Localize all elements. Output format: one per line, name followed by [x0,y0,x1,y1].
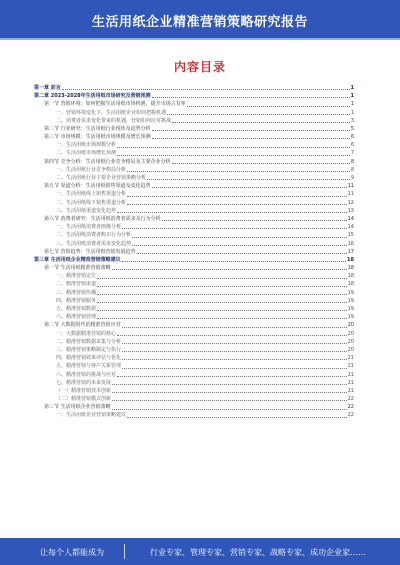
toc-leader-dots [137,253,347,254]
toc-leader-dots [132,237,347,238]
toc-leader-dots [122,359,347,360]
toc-leader-dots [97,278,347,279]
toc-entry-label: 六、精准营销的挑战与应对 [56,371,117,378]
toc-leader-dots [122,343,347,344]
toc-entry-label: 第二节 行业研究：生活用纸行业现状及趋势分析 [44,125,151,132]
toc-entry-label: 第四节 竞争分析：生活用纸行业竞争格局及主要企业分析 [44,158,171,165]
toc-entry-page: 20 [347,322,354,329]
toc-leader-dots [97,302,347,303]
toc-entry[interactable] [34,248,354,256]
toc-entry[interactable] [34,231,354,239]
toc-leader-dots [152,187,347,188]
toc-entry-page: 21 [347,355,354,362]
toc-entry-label: 第一节 生活用纸精准营销策略 [44,265,111,272]
toc-entry-label: 二、精准营销渠道 [56,281,97,288]
toc-entry-label: 二、生活用纸行业主要企业营销策略分析 [56,175,147,182]
toc-entry-label: 第一节 营销环境：如何把握生活用纸市场机遇，提升市场占有率 [44,101,186,108]
toc-entry[interactable] [34,330,354,338]
toc-entry-label: 三、精准营销策略制定与执行 [56,346,122,353]
toc-leader-dots [117,147,350,148]
toc-leader-dots [122,351,347,352]
toc-entry-page: 21 [347,363,354,370]
toc-leader-dots [162,220,347,221]
toc-leader-dots [97,310,347,311]
toc-entry[interactable] [34,297,354,305]
toc-entry-page: 19 [347,289,354,296]
toc-entry-page: 20 [347,346,354,353]
toc-entry-page: 16 [347,240,354,247]
toc-leader-dots [112,400,347,401]
toc-entry-page: 7 [350,150,354,157]
toc-entry[interactable] [34,223,354,231]
toc-leader-dots [97,318,347,319]
toc-entry[interactable] [34,215,354,223]
table-of-contents [34,84,354,420]
toc-leader-dots [127,171,350,172]
toc-entry-page: 19 [347,306,354,313]
toc-leader-dots [117,335,347,336]
toc-entry[interactable] [34,305,354,313]
toc-entry-label: 第三章 生活用纸企业精准营销策略建议 [34,256,121,263]
toc-leader-dots [127,204,347,205]
toc-entry-page: 21 [347,379,354,386]
toc-entry-page: 12 [347,199,354,206]
toc-entry[interactable] [34,272,354,280]
toc-entry-label: 第二章 2023-2028年生活用纸市场研究及营销预测 [34,93,151,100]
toc-entry-label: 二、精准营销数据采集与分析 [56,338,122,345]
toc-entry[interactable] [34,354,354,362]
toc-entry-label: 三、生活用纸消费者需求变化趋势 [56,240,132,247]
toc-entry-page: 21 [347,371,354,378]
toc-entry-label: 一、生活用纸市场规模分析 [56,142,117,149]
toc-entry-label: 第一章 前言 [34,84,61,91]
toc-entry[interactable] [34,264,354,272]
toc-leader-dots [152,130,350,131]
toc-entry[interactable] [34,133,354,141]
toc-entry-page: 8 [350,166,354,173]
toc-entry-page: 1 [350,93,354,100]
toc-entry[interactable] [34,395,354,403]
toc-entry-label: 二、生活用纸市场增长预测 [56,150,117,157]
toc-entry-label: 二、消费者需求变化带来的机遇，营销如何应对挑战 [56,117,172,124]
toc-entry-label: 第三节 市场规模：生活用纸市场规模及增长预测 [44,134,151,141]
toc-entry-page: 21 [347,387,354,394]
toc-entry[interactable] [34,321,354,329]
toc-entry-page: 20 [347,338,354,345]
toc-entry[interactable] [34,346,354,354]
toc-entry-page: 18 [347,273,354,280]
toc-leader-dots [187,106,350,107]
toc-entry[interactable] [34,158,354,166]
toc-entry-label: 七、精准营销的未来发展 [56,379,112,386]
toc-entry-label: 六、精准营销管理 [56,314,97,321]
toc-entry[interactable] [34,207,354,215]
toc-heading: 内容目录 [173,60,226,74]
toc-entry[interactable] [34,100,354,108]
toc-entry[interactable] [34,150,354,158]
toc-entry-page: 18 [347,256,354,263]
report-footer-banner [0,538,400,565]
toc-entry-page: 17 [347,248,354,255]
toc-entry-label: 第七节 营销趋势：生活用纸营销发展趋势 [44,248,136,255]
report-header-banner [0,0,400,38]
toc-leader-dots [62,89,350,90]
toc-entry-label: 五、精准营销与客户关系管理 [56,363,122,370]
toc-entry-label: （一）精准营销技术创新 [56,387,112,394]
toc-entry[interactable] [34,92,354,100]
toc-leader-dots [112,384,347,385]
toc-entry-page: 22 [347,396,354,403]
toc-entry-label: 四、精准营销效果评估与优化 [56,355,122,362]
footer-divider [124,544,125,559]
toc-leader-dots [122,228,347,229]
toc-entry-page: 19 [347,297,354,304]
toc-leader-dots [127,417,347,418]
toc-entry-label: 五、精准营销数据 [56,306,97,313]
toc-entry-label: 三、生活用纸渠道变化趋势 [56,207,117,214]
toc-entry-page: 13 [347,207,354,214]
toc-entry[interactable] [34,199,354,207]
toc-leader-dots [122,368,347,369]
toc-entry-label: 一、大数据精准营销的核心 [56,330,117,337]
toc-entry-label: 二、生活用纸消费者购买行为分析 [56,232,132,239]
toc-leader-dots [117,212,347,213]
toc-leader-dots [97,286,347,287]
toc-entry[interactable] [34,240,354,248]
toc-leader-dots [117,376,347,377]
toc-entry[interactable] [34,141,354,149]
toc-entry-page: 6 [350,134,354,141]
toc-entry[interactable] [34,117,354,125]
header-accent-strip [0,38,400,40]
toc-entry-label: 第五节 渠道分析：生活用纸销售渠道及变化趋势 [44,183,151,190]
toc-leader-dots [132,245,347,246]
report-title: 生活用纸企业精准营销策略研究报告 [91,15,308,30]
toc-entry[interactable] [34,256,354,264]
toc-entry[interactable] [34,403,354,411]
toc-entry-page: 9 [350,175,354,182]
toc-leader-dots [127,196,347,197]
toc-entry-label: 一、精准营销定位 [56,273,97,280]
toc-entry-page: 11 [347,183,354,190]
toc-leader-dots [112,269,347,270]
toc-entry-label: 一、生活用纸线上销售渠道分析 [56,191,127,198]
toc-entry-label: （二）精准营销模式创新 [56,396,112,403]
toc-entry[interactable] [34,313,354,321]
toc-entry-label: 一、生活用纸行业竞争格局分析 [56,166,127,173]
toc-leader-dots [122,261,346,262]
toc-entry[interactable] [34,338,354,346]
toc-entry-label: 第六节 消费者研究：生活用纸消费者需求及行为分析 [44,215,161,222]
toc-entry-label: 三、精准营销传播 [56,289,97,296]
toc-leader-dots [97,294,347,295]
toc-entry-label: 第三节 生活用纸企业营销策略 [44,404,111,411]
toc-entry-page: 3 [350,117,354,124]
toc-entry-page: 20 [347,330,354,337]
toc-entry-page: 1 [350,84,354,91]
toc-entry-page: 11 [347,191,354,198]
toc-entry-label: 第二节 大数据时代的精准营销应对 [44,322,121,329]
toc-leader-dots [152,138,350,139]
toc-entry-page: 6 [350,142,354,149]
toc-entry-label: 一、营销环境变化下，生活用纸企业如何把握机遇 [56,109,167,116]
toc-entry-page: 14 [347,215,354,222]
toc-entry-label: 一、生活用纸企业营销策略建议 [56,412,127,419]
toc-entry-page: 1 [350,109,354,116]
toc-entry-page: 18 [347,265,354,272]
toc-entry-page: 5 [350,125,354,132]
toc-entry[interactable] [34,371,354,379]
toc-entry-label: 一、生活用纸消费者画像分析 [56,224,122,231]
toc-leader-dots [152,97,350,98]
toc-entry[interactable] [34,379,354,387]
toc-leader-dots [147,179,350,180]
toc-entry-label: 二、生活用纸线下销售渠道分析 [56,199,127,206]
toc-leader-dots [112,392,347,393]
toc-entry-page: 18 [347,281,354,288]
toc-entry-page: 14 [347,224,354,231]
toc-entry[interactable] [34,84,354,92]
toc-leader-dots [167,114,350,115]
toc-leader-dots [172,163,350,164]
toc-entry[interactable] [34,190,354,198]
toc-entry[interactable] [34,125,354,133]
toc-entry-page: 22 [347,404,354,411]
toc-entry[interactable] [34,109,354,117]
toc-entry[interactable] [34,166,354,174]
toc-entry[interactable] [34,362,354,370]
toc-entry[interactable] [34,289,354,297]
toc-entry[interactable] [34,412,354,420]
toc-entry[interactable] [34,182,354,190]
footer-slogan-right: 行业专家、管理专家、营销专家、战略专家、成功企业家…… [150,548,366,557]
toc-leader-dots [122,327,347,328]
toc-entry-page: 19 [347,314,354,321]
toc-entry[interactable] [34,174,354,182]
toc-leader-dots [117,155,350,156]
toc-entry-label: 四、精准营销服务 [56,297,97,304]
toc-entry-page: 15 [347,232,354,239]
footer-slogan-left: 让每个人都能成为 [40,548,104,557]
toc-entry-page: 22 [347,412,354,419]
toc-entry-page: 8 [350,158,354,165]
toc-leader-dots [112,409,347,410]
toc-entry[interactable] [34,281,354,289]
toc-entry[interactable] [34,387,354,395]
toc-entry-page: 1 [350,101,354,108]
toc-leader-dots [172,122,350,123]
